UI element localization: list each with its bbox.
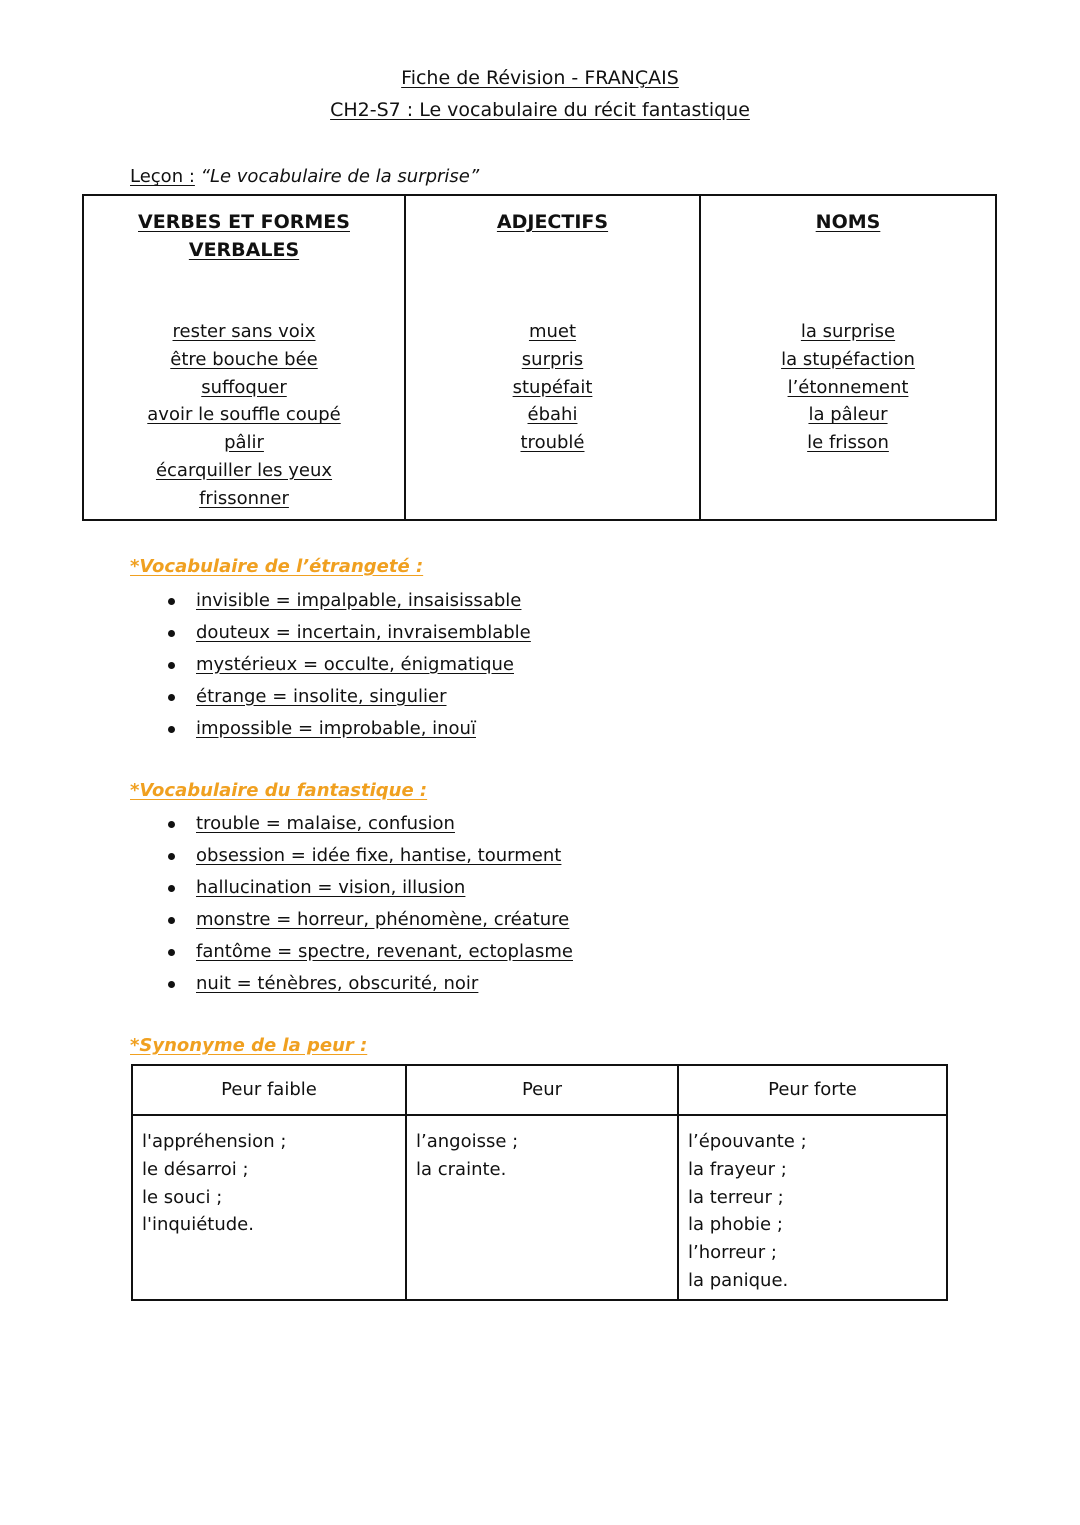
list-item: muet — [528, 321, 577, 342]
surprise-table — [82, 194, 997, 521]
fantastic-list — [160, 808, 573, 1000]
list-item-text: obsession = idée fixe, hantise, tourment — [196, 845, 562, 866]
list-item: la frayeur ; — [688, 1158, 787, 1180]
list-item: le frisson — [807, 432, 889, 454]
lesson-title: “Le vocabulaire de la surprise” — [200, 166, 480, 187]
column-header: Peur faible — [133, 1066, 405, 1116]
list-item: la crainte. — [416, 1158, 507, 1180]
list-item-text: fantôme = spectre, revenant, ectoplasme — [196, 941, 573, 962]
item-list — [679, 1116, 946, 1295]
column-header: Peur — [407, 1066, 677, 1116]
lesson-line — [130, 166, 479, 187]
column-header: Peur forte — [679, 1066, 946, 1116]
list-item: rester sans voix — [172, 321, 316, 342]
list-item: la stupéfaction — [781, 348, 915, 370]
list-item: l’étonnement — [787, 376, 909, 398]
list-item: stupéfait — [512, 376, 593, 398]
list-item-text: hallucination = vision, illusion — [196, 877, 466, 898]
list-item — [160, 713, 531, 745]
list-item: ébahi — [527, 404, 578, 426]
item-list — [701, 318, 995, 457]
fear-heading: *Synonyme de la peur : — [130, 1035, 368, 1056]
list-item: la panique. — [688, 1269, 789, 1291]
list-item — [160, 649, 531, 681]
document-subtitle: CH2-S7 : Le vocabulaire du récit fantastique — [330, 99, 750, 121]
list-item-text: douteux = incertain, invraisemblable — [196, 622, 531, 643]
list-item-text: monstre = horreur, phénomène, créature — [196, 909, 570, 930]
list-item-text: invisible = impalpable, insaisissable — [196, 590, 522, 611]
list-item — [160, 681, 531, 713]
adjectives-column — [404, 196, 699, 519]
list-item: frissonner — [199, 487, 289, 509]
strangeness-list — [160, 585, 531, 745]
list-item: être bouche bée — [170, 348, 318, 370]
column-header: VERBES ET FORMES VERBALES — [138, 211, 350, 261]
list-item: l'inquiétude. — [142, 1214, 254, 1236]
list-item: la surprise — [800, 321, 896, 342]
list-item: surpris — [521, 348, 584, 370]
list-item: l’angoisse ; — [416, 1131, 519, 1152]
list-item: pâlir — [224, 432, 264, 454]
list-item — [160, 840, 573, 872]
list-item — [160, 808, 573, 840]
column-header: NOMS — [815, 211, 881, 233]
item-list — [407, 1116, 677, 1184]
list-item: l’horreur ; — [688, 1242, 777, 1264]
nouns-column — [699, 196, 995, 519]
fantastic-heading: *Vocabulaire du fantastique : — [130, 780, 428, 801]
list-item: la phobie ; — [688, 1214, 783, 1236]
item-list — [84, 318, 404, 513]
list-item-text: étrange = insolite, singulier — [196, 686, 447, 707]
list-item — [160, 872, 573, 904]
list-item: écarquiller les yeux — [155, 459, 333, 481]
list-item-text: impossible = improbable, inouï — [196, 718, 476, 739]
list-item — [160, 585, 531, 617]
document-title: Fiche de Révision - FRANÇAIS — [401, 67, 679, 89]
list-item-text: trouble = malaise, confusion — [196, 813, 455, 834]
list-item: l'appréhension ; — [142, 1131, 287, 1152]
strong-fear-column — [677, 1066, 946, 1299]
fear-table — [131, 1064, 948, 1301]
list-item: l’épouvante ; — [688, 1131, 807, 1152]
list-item: la pâleur — [808, 404, 888, 426]
verbs-column — [84, 196, 404, 519]
list-item — [160, 968, 573, 1000]
column-header: ADJECTIFS — [496, 211, 609, 233]
lesson-label: Leçon : — [130, 166, 195, 187]
item-list — [406, 318, 699, 457]
list-item — [160, 617, 531, 649]
list-item — [160, 936, 573, 968]
list-item: la terreur ; — [688, 1186, 784, 1208]
list-item: avoir le souffle coupé — [147, 404, 341, 426]
list-item — [160, 904, 573, 936]
list-item: suffoquer — [201, 376, 287, 398]
list-item: troublé — [520, 432, 585, 454]
weak-fear-column — [133, 1066, 405, 1299]
list-item: le désarroi ; — [142, 1158, 249, 1180]
strangeness-heading: *Vocabulaire de l’étrangeté : — [130, 556, 424, 577]
item-list — [133, 1116, 405, 1239]
list-item: le souci ; — [142, 1186, 223, 1208]
fear-column — [405, 1066, 677, 1299]
list-item-text: mystérieux = occulte, énigmatique — [196, 654, 514, 675]
list-item-text: nuit = ténèbres, obscurité, noir — [196, 973, 479, 994]
